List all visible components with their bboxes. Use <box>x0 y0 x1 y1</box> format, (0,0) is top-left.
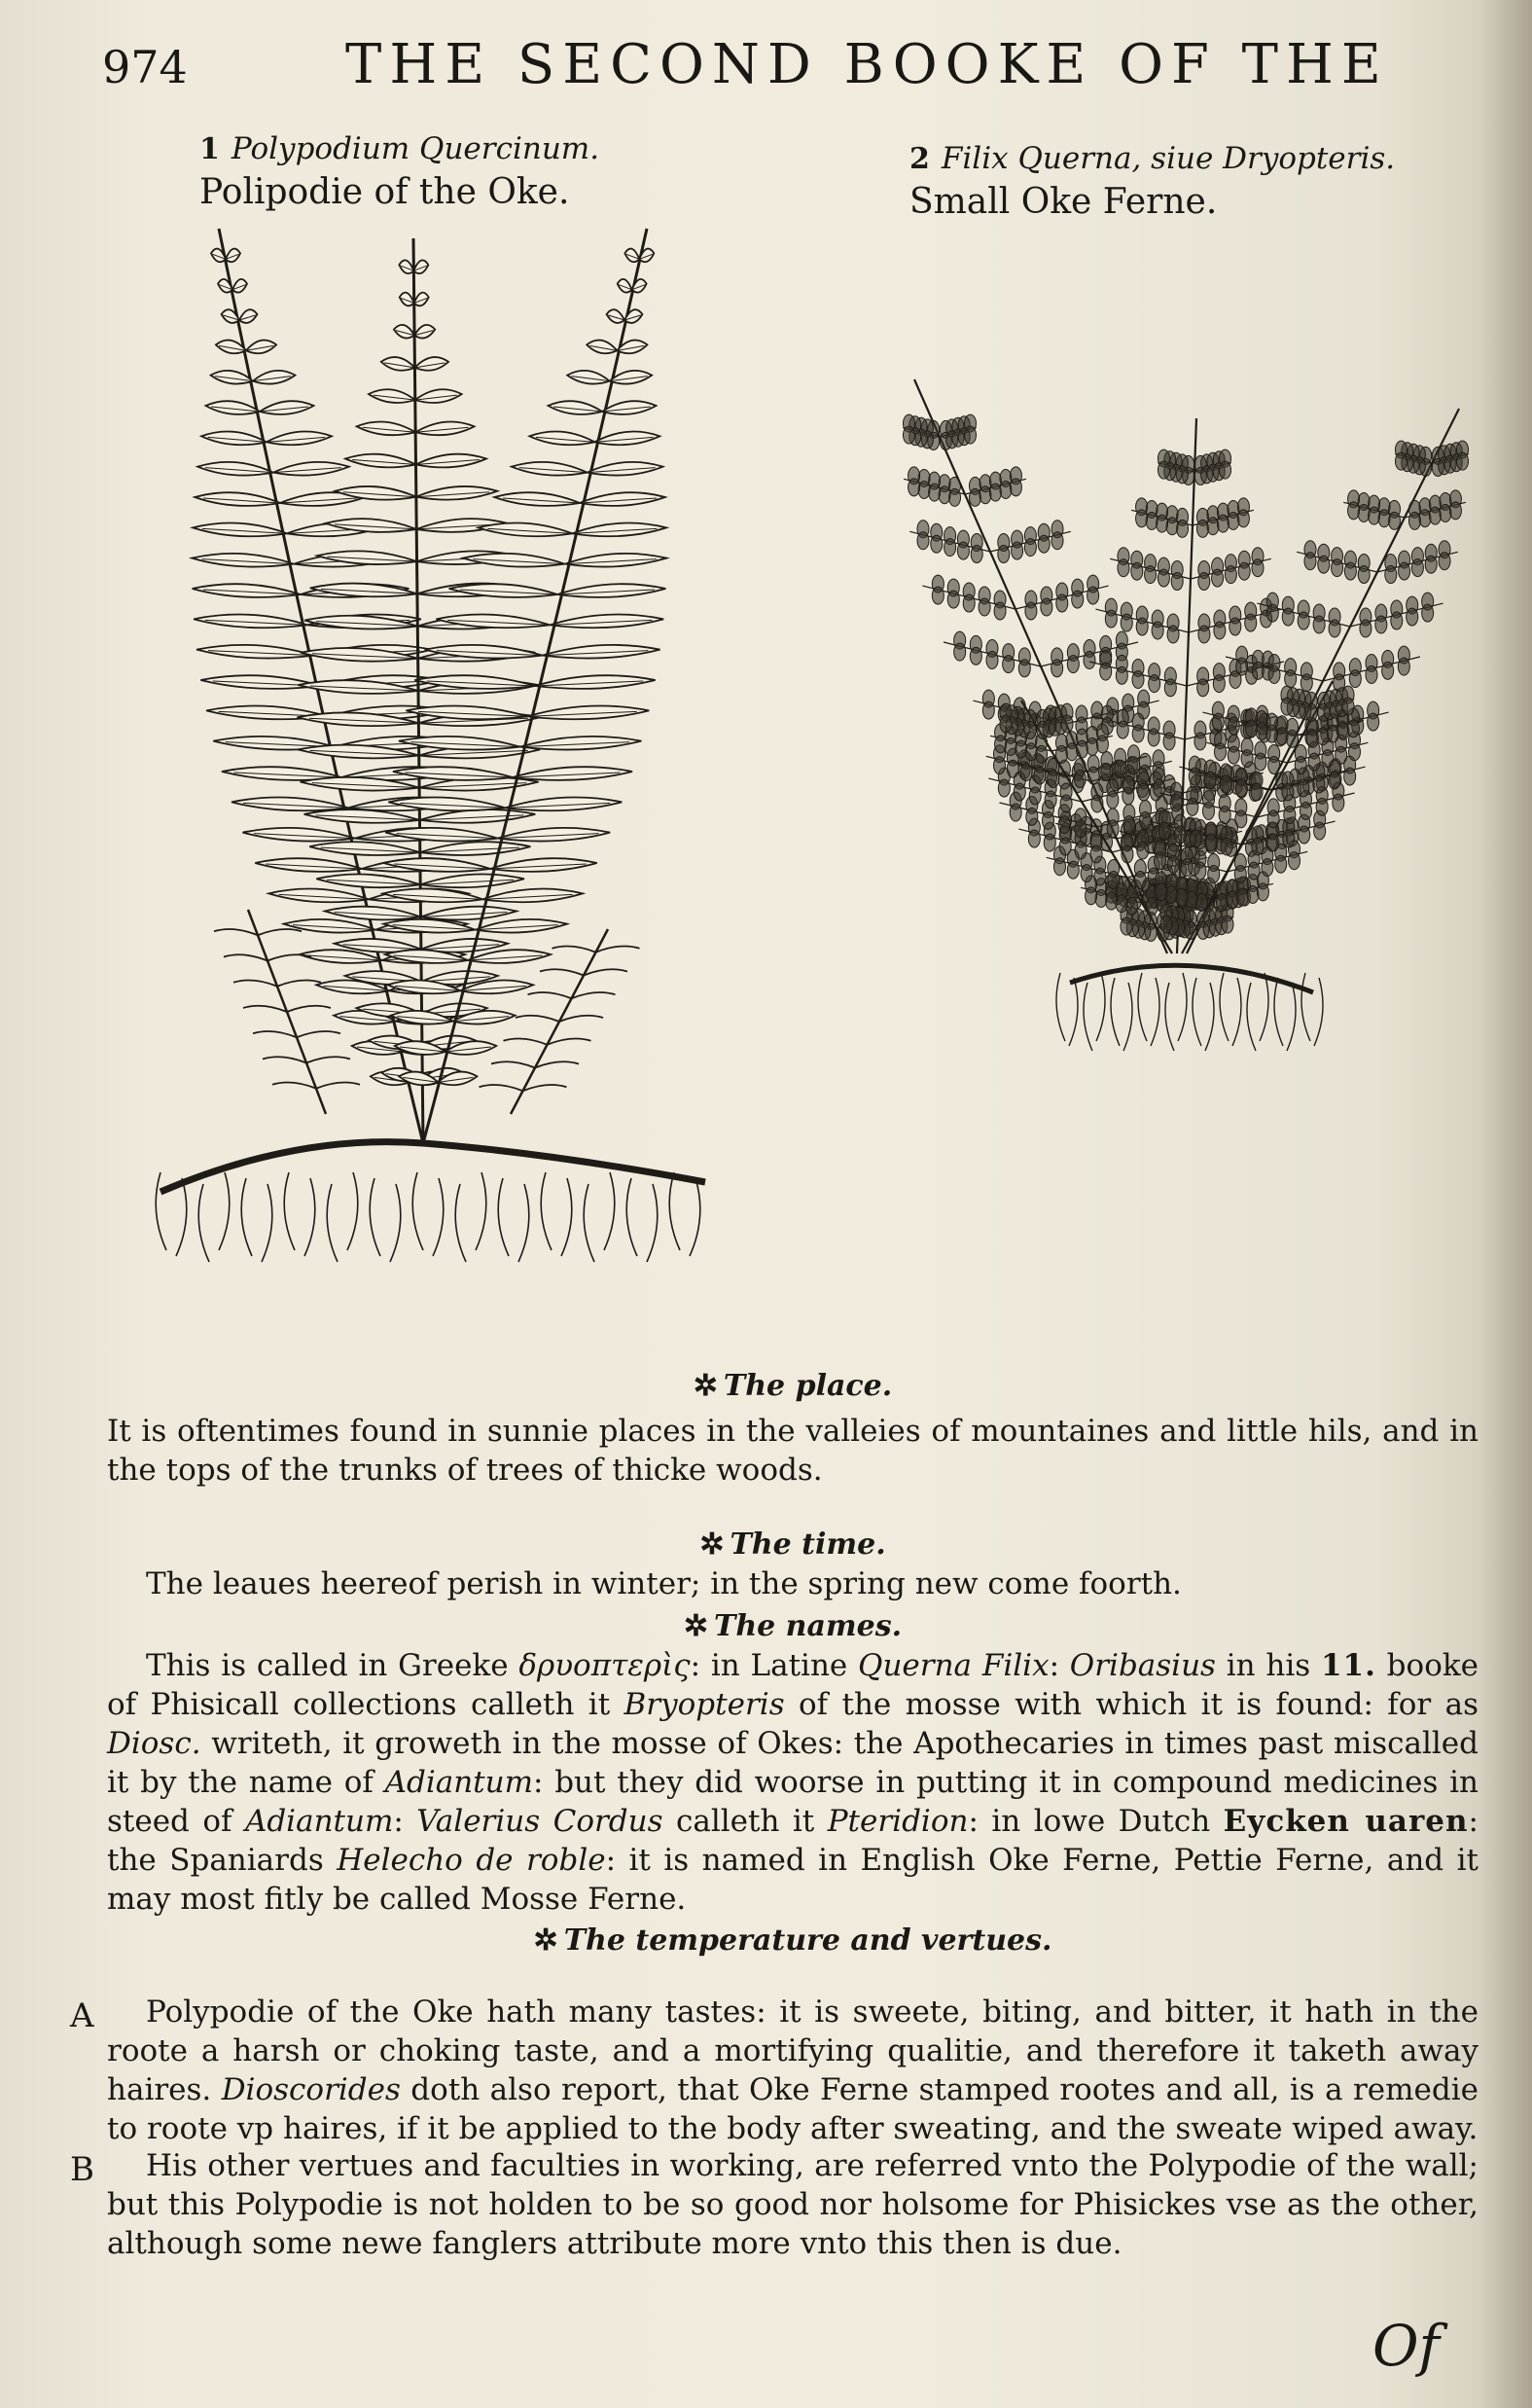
text-run: : but they did woorse in putting it in compound medicines in steed of <box>107 1765 1479 1839</box>
polypody-fern-woodcut-icon <box>102 209 734 1279</box>
text-run: booke of Phisicall collections calleth it <box>107 1648 1479 1722</box>
section-heading: ✲ The temperature and vertues. <box>533 1923 1052 1958</box>
vertue-paragraph <box>107 1993 1479 2148</box>
text-run: Adiantum <box>384 1765 534 1800</box>
text-run: calleth it <box>662 1804 828 1839</box>
text-run: Adiantum <box>244 1804 394 1839</box>
page-number: 974 <box>102 41 188 93</box>
text-run: Bryopteris <box>623 1687 785 1722</box>
text-run: : in Latine <box>690 1648 859 1683</box>
text-run: Pteridion <box>827 1804 969 1839</box>
catchword: Of <box>1372 2313 1440 2379</box>
oak-fern-woodcut-icon <box>875 360 1479 1080</box>
text-run: Valerius Cordus <box>416 1804 663 1839</box>
text-run: 11. <box>1320 1648 1376 1683</box>
figure-english-name: Polipodie of the Oke. <box>199 172 570 212</box>
text-run: : in lowe Dutch <box>968 1804 1224 1839</box>
figure-latin-name: Filix Querna, siue Dryopteris. <box>941 141 1396 176</box>
text-run: This is called in Greeke <box>146 1648 519 1683</box>
text-run: Helecho de roble <box>337 1843 606 1878</box>
text-run: Oribasius <box>1069 1648 1216 1683</box>
text-run: : the Spaniards <box>107 1804 1479 1878</box>
text-run: δρυοπτερὶς <box>518 1648 691 1683</box>
text-run: : <box>393 1804 417 1839</box>
text-run: Dioscorides <box>221 2072 401 2107</box>
section-heading: ✲ The time. <box>699 1527 886 1562</box>
text-run: writeth, it groweth in the mosse of Okes: the Apothecaries in times past miscalled it by the name of <box>107 1726 1479 1800</box>
section-heading: ✲ The names. <box>683 1609 903 1643</box>
text-run: doth also report, that Oke Ferne stamped rootes and all, is a remedie to roote vp haires, if it be applied to the body after sweating, and the sweate wiped away. <box>107 2072 1479 2146</box>
figure-number: 2 <box>909 142 930 176</box>
names-paragraph <box>107 1646 1479 1919</box>
section-names <box>107 1607 1479 1919</box>
asterism-icon: ✲ <box>533 1923 558 1958</box>
page-header <box>0 29 1532 107</box>
text-run: : it is named in English Oke Ferne, Pettie Ferne, and it may most fitly be called Mosse Ferne. <box>107 1843 1479 1917</box>
text-run: Diosc. <box>107 1726 201 1761</box>
vertue-paragraph <box>107 2146 1479 2263</box>
text-run: His other vertues and faculties in working, are referred vnto the Polypodie of the wall; but this Polypodie is not holden to be so good nor holsome for Phisickes vse as the other, although some newe fanglers attribute more vnto this then is due. <box>107 2148 1479 2261</box>
asterism-icon: ✲ <box>693 1369 718 1403</box>
text-run: Querna Filix <box>858 1648 1050 1683</box>
figure-number: 1 <box>199 132 220 166</box>
text-run: Polypodie of the Oke hath many tastes: it is sweete, biting, and bitter, it hath in the roote a harsh or choking taste, and a mortifying qualitie, and therefore it taketh away haires. <box>107 1995 1479 2107</box>
figure-caption-1 <box>199 126 599 214</box>
vertue-item-a <box>107 1993 1479 2148</box>
figure-caption-2 <box>909 136 1395 224</box>
section-heading: ✲ The place. <box>693 1369 893 1403</box>
asterism-icon: ✲ <box>683 1609 709 1643</box>
asterism-icon: ✲ <box>699 1527 725 1562</box>
figure-latin-name: Polypodium Quercinum. <box>231 131 600 166</box>
page-edge-shadow <box>1479 0 1532 2408</box>
margin-letter-a: A <box>70 1996 94 2035</box>
text-run: Eycken uaren <box>1223 1804 1469 1839</box>
section-time <box>107 1526 1479 1603</box>
running-title: THE SECOND BOOKE OF THE <box>345 33 1389 96</box>
vertue-item-b <box>107 2146 1479 2263</box>
text-run: : <box>1049 1648 1070 1683</box>
text-run: in his <box>1215 1648 1321 1683</box>
place-paragraph: It is oftentimes found in sunnie places in the valleies of mountaines and little hils, and in the tops of the trunks of trees of thicke woods. <box>107 1414 1479 1488</box>
figure-english-name: Small Oke Ferne. <box>909 182 1218 222</box>
section-vertues <box>107 1922 1479 1960</box>
margin-letter-b: B <box>70 2150 94 2189</box>
text-run: of the mosse with which it is found: for as <box>784 1687 1479 1722</box>
time-paragraph: The leaues heereof perish in winter; in the spring new come foorth. <box>146 1566 1182 1601</box>
section-place <box>107 1367 1479 1490</box>
